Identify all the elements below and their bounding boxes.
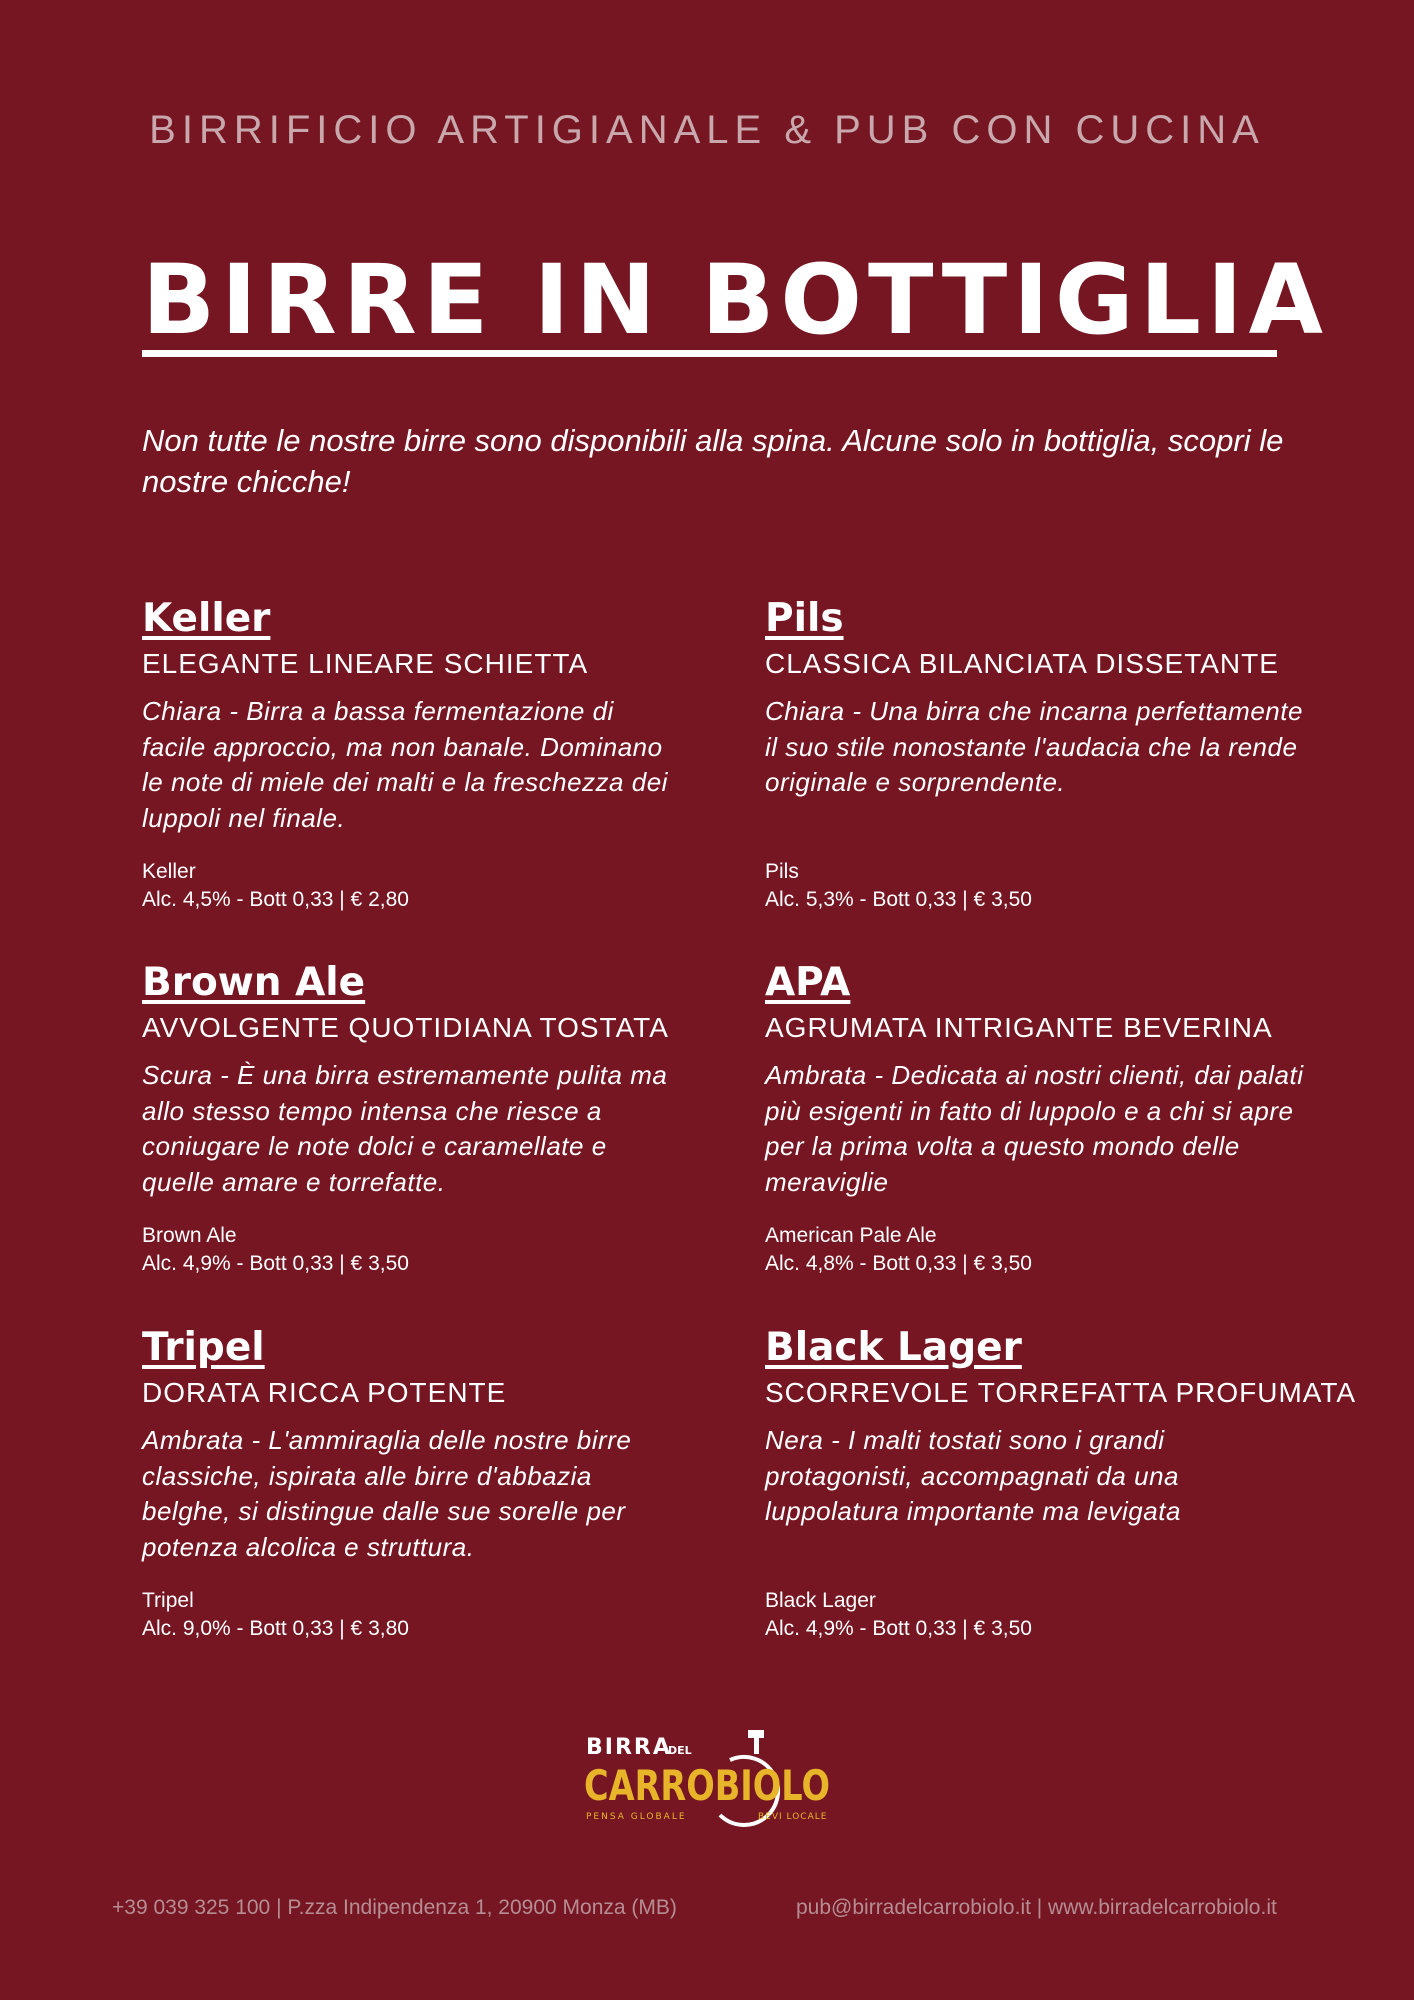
tap-handle-icon <box>748 1730 764 1738</box>
page-title: BIRRE IN BOTTIGLIA <box>142 244 1329 356</box>
footer-web-links[interactable]: pub@birradelcarrobiolo.it | www.birradelcarrobiolo.it <box>796 1896 1277 1919</box>
beer-info: Alc. 4,8% - Bott 0,33 | € 3,50 <box>765 1252 1032 1275</box>
beer-name: Keller <box>142 596 271 641</box>
beer-info: Alc. 4,9% - Bott 0,33 | € 3,50 <box>142 1252 409 1275</box>
beer-style: American Pale Ale <box>765 1224 937 1247</box>
beer-description: Chiara - Una birra che incarna perfettamente il suo stile nonostante l'audacia che la rende originale e sorprendente. <box>765 696 1303 797</box>
beer-card-keller <box>142 596 782 914</box>
tap-spout-icon <box>754 1738 759 1754</box>
beer-card-apa <box>765 960 1405 1278</box>
beer-tagline: SCORREVOLE TORREFATTA PROFUMATA <box>765 1377 1357 1408</box>
footer-contact: +39 039 325 100 | P.zza Indipendenza 1, 20900 Monza (MB) <box>112 1896 677 1919</box>
beer-name: Tripel <box>142 1325 265 1370</box>
beer-description: Ambrata - L'ammiraglia delle nostre birre classiche, ispirata alle birre d'abbazia belghe, si distingue dalle sue sorelle per potenza alcolica e struttura. <box>142 1425 632 1562</box>
beer-card-brown-ale <box>142 960 782 1278</box>
beer-name: Pils <box>765 596 844 641</box>
beer-description: Scura - È una birra estremamente pulita ma allo stesso tempo intensa che riesce a coniugare le note dolci e caramellate e quelle amare e torrefatte. <box>142 1060 668 1197</box>
beer-description: Chiara - Birra a bassa fermentazione di facile approccio, ma non banale. Dominano le note di miele dei malti e la freschezza dei luppoli nel finale. <box>142 696 668 833</box>
beer-tagline: AGRUMATA INTRIGANTE BEVERINA <box>765 1012 1273 1043</box>
beer-style: Keller <box>142 860 196 883</box>
beer-tagline: AVVOLGENTE QUOTIDIANA TOSTATA <box>142 1012 669 1043</box>
beer-description: Nera - I malti tostati sono i grandi protagonisti, accompagnati da una luppolatura importante ma levigata <box>765 1425 1181 1526</box>
beer-name: Brown Ale <box>142 960 366 1005</box>
logo-line1-small: DEL <box>668 1744 692 1757</box>
beer-style: Tripel <box>142 1589 194 1612</box>
beer-style: Black Lager <box>765 1589 876 1612</box>
beer-description: Ambrata - Dedicata ai nostri clienti, dai palati più esigenti in fatto di luppolo e a chi si apre per la prima volta a questo mondo delle meraviglie <box>765 1060 1304 1197</box>
beer-style: Pils <box>765 860 799 883</box>
logo-line2: CARROBIOLO <box>584 1761 830 1810</box>
beer-info: Alc. 4,9% - Bott 0,33 | € 3,50 <box>765 1617 1032 1640</box>
logo-line1: BIRRA <box>586 1735 672 1760</box>
logo-motto-left: PENSA GLOBALE <box>586 1812 687 1822</box>
beer-style: Brown Ale <box>142 1224 237 1247</box>
intro-text: Non tutte le nostre birre sono disponibili alla spina. Alcune solo in bottiglia, scopri le nostre chicche! <box>142 423 1284 499</box>
beer-tagline: CLASSICA BILANCIATA DISSETANTE <box>765 648 1279 679</box>
logo-motto-right: BEVI LOCALE <box>758 1812 828 1822</box>
beer-tagline: DORATA RICCA POTENTE <box>142 1377 507 1408</box>
beer-tagline: ELEGANTE LINEARE SCHIETTA <box>142 648 589 679</box>
beer-info: Alc. 9,0% - Bott 0,33 | € 3,80 <box>142 1617 409 1640</box>
brewery-logo-graphic <box>580 1720 840 1830</box>
beer-info: Alc. 5,3% - Bott 0,33 | € 3,50 <box>765 888 1032 911</box>
beer-card-pils <box>765 596 1405 914</box>
beer-card-black-lager <box>765 1325 1405 1643</box>
beer-card-tripel <box>142 1325 782 1643</box>
brewery-logo <box>580 1720 840 1830</box>
beer-name: APA <box>765 960 851 1005</box>
beer-name: Black Lager <box>765 1325 1022 1370</box>
brewery-tagline: BIRRIFICIO ARTIGIANALE & PUB CON CUCINA <box>149 108 1265 152</box>
beer-info: Alc. 4,5% - Bott 0,33 | € 2,80 <box>142 888 409 911</box>
